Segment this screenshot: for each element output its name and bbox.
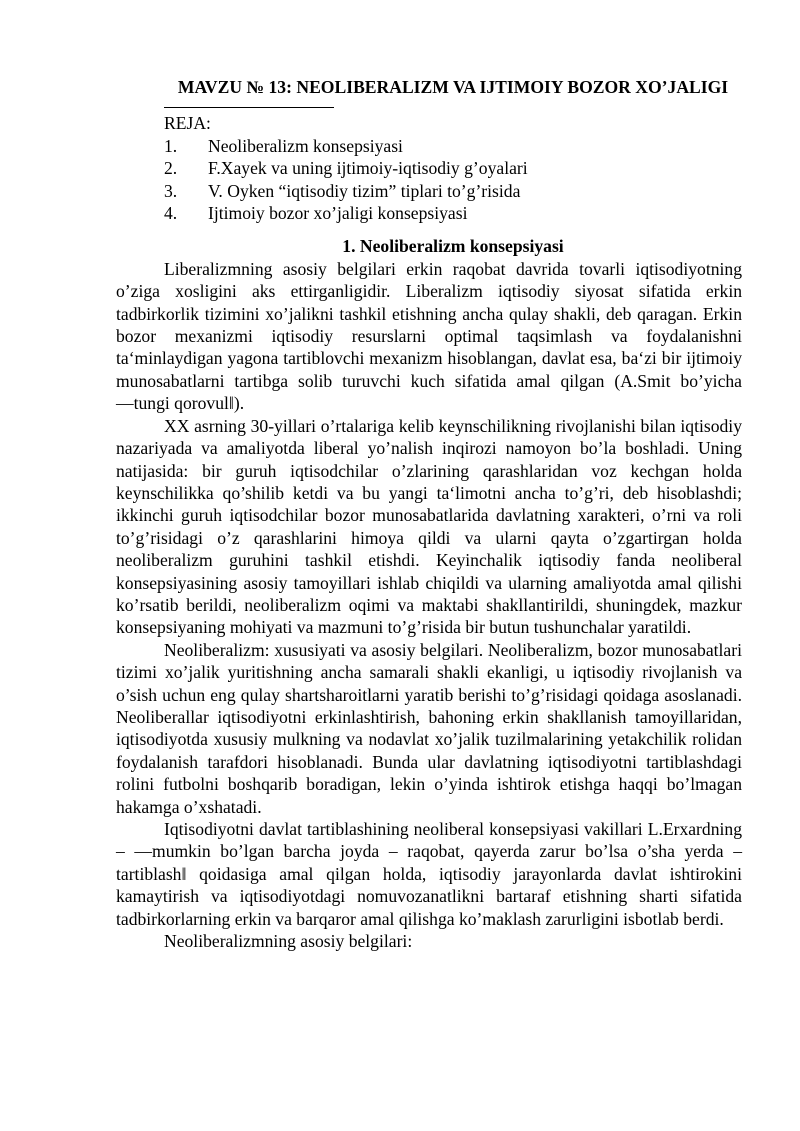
plan-item-text: V. Oyken “iqtisodiy tizim” tiplari to’g’risida — [208, 180, 521, 201]
plan-item-number: 4. — [164, 203, 178, 224]
plan-item — [164, 157, 742, 179]
body-paragraph: Neoliberalizm: xususiyati va asosiy belgilari. Neoliberalizm, bozor munosabatlari tizimi xo’jalik yuritishning ancha samarali shakli ekanligi, u iqtisodiy rivojlanish va o’sish uchun eng qulay shartsharoitlarni yaratib berishi to’g’risidagi qoidaga asoslanadi. Neoliberallar iqtisodiyotni erkinlashtirish, bahoning erkin shakllanish tamoyillaridan, iqtisodiyotda xususiy mulkning va nodavlat xo’jalik tuzilmalarining yetakchilik rolidan foydalanish tarafdori hisoblanadi. Bunda ular davlatning iqtisodiyotni tartiblashdagi rolini futbolni boshqarib boradigan, lekin o’yinda ishtirok etishga haqqi bo’lmagan hakamga o’xshatadi. — [116, 639, 742, 817]
document-title: MAVZU № 13: NEOLIBERALIZM VA IJTIMOIY BOZOR XO’JALIGI — [177, 77, 729, 97]
plan-item — [164, 135, 742, 157]
body-paragraph: XX asrning 30-yillari o’rtalariga kelib keynschilikning rivojlanishi bilan iqtisodiy nazariyada va amaliyotda liberal yo’nalish inqirozi namoyon bo’la boshladi. Uning natijasida: bir guruh iqtisodchilar o’zlarining qarashlaridan voz kechgan holda keynschilikka qo’shilib ketdi va bu yangi ta‘limotni ancha to’g’ri, deb hisoblashdi; ikkinchi guruh iqtisodchilar bozor munosabatlarida davlatning xarakteri, o’rni va roli to’g’risidagi o’z qarashlarini himoya qildi va ularni qayta o’zgartirgan holda neoliberalizm guruhini tashkil etishdi. Keyinchalik iqtisodiy fanda neoliberal konsepsiyasining asosiy tamoyillari ishlab chiqildi va ularning amaliyotda amal qilishi ko’rsatib berildi, neoliberalizm oqimi va maktabi shakllantirildi, shuningdek, mazkur konsepsiyaning mohiyati va mazmuni to’g’risida bir butun tushunchalar yaratildi. — [116, 415, 742, 638]
body-paragraph: Iqtisodiyotni davlat tartiblashining neoliberal konsepsiyasi vakillari L.Erxardning – ―mumkin bo’lgan barcha joyda – raqobat, qayerda zarur bo’lsa o’sha yerda – tartiblash‖ qoidasiga amal qilgan holda, iqtisodiy jarayonlarda davlat ishtirokini kamaytirish va iqtisodiyotdagi nomuvozanatlikni bartaraf etishning sharti sifatida tadbirkorlarning erkin va barqaror amal qilishga ko’maklash zarurligini isbotlab berdi. — [116, 819, 742, 929]
plan-item-text: F.Xayek va uning ijtimoiy-iqtisodiy g’oyalari — [208, 158, 528, 179]
plan-item-number: 2. — [164, 158, 178, 179]
body-paragraph: Liberalizmning asosiy belgilari erkin raqobat davrida tovarli iqtisodiyotning o’ziga xosligini aks ettirganligidir. Liberalizm iqtisodiy siyosat sifatida erkin tadbirkorlik tizimini xo’jalikni tashkil etishning ancha qulay shakli, deb qaragan. Erkin bozor mexanizmi iqtisodiy resurslarni optimal taqsimlash va foydalanishni ta‘minlaydigan yagona tartiblovchi mexanizm hisoblangan, davlat esa, ba‘zi bir ijtimoiy munosabatlarni tartibga solib turuvchi kuch sifatida amal qilgan (A.Smit bo’yicha ―tungi qorovul‖). — [116, 258, 742, 414]
plan-item-number: 3. — [164, 180, 178, 201]
plan-list — [116, 135, 742, 225]
plan-heading: REJA: — [164, 113, 211, 134]
plan-item-text: Neoliberalizm konsepsiyasi — [208, 135, 403, 156]
plan-item — [164, 202, 742, 224]
plan-item-number: 1. — [164, 135, 178, 156]
plan-item — [164, 180, 742, 202]
section-heading: 1. Neoliberalizm konsepsiyasi — [342, 236, 564, 257]
document-page — [116, 76, 742, 952]
title-underline — [164, 100, 334, 108]
plan-item-text: Ijtimoiy bozor xo’jaligi konsepsiyasi — [208, 203, 468, 224]
body-paragraph: Neoliberalizmning asosiy belgilari: — [164, 931, 413, 952]
